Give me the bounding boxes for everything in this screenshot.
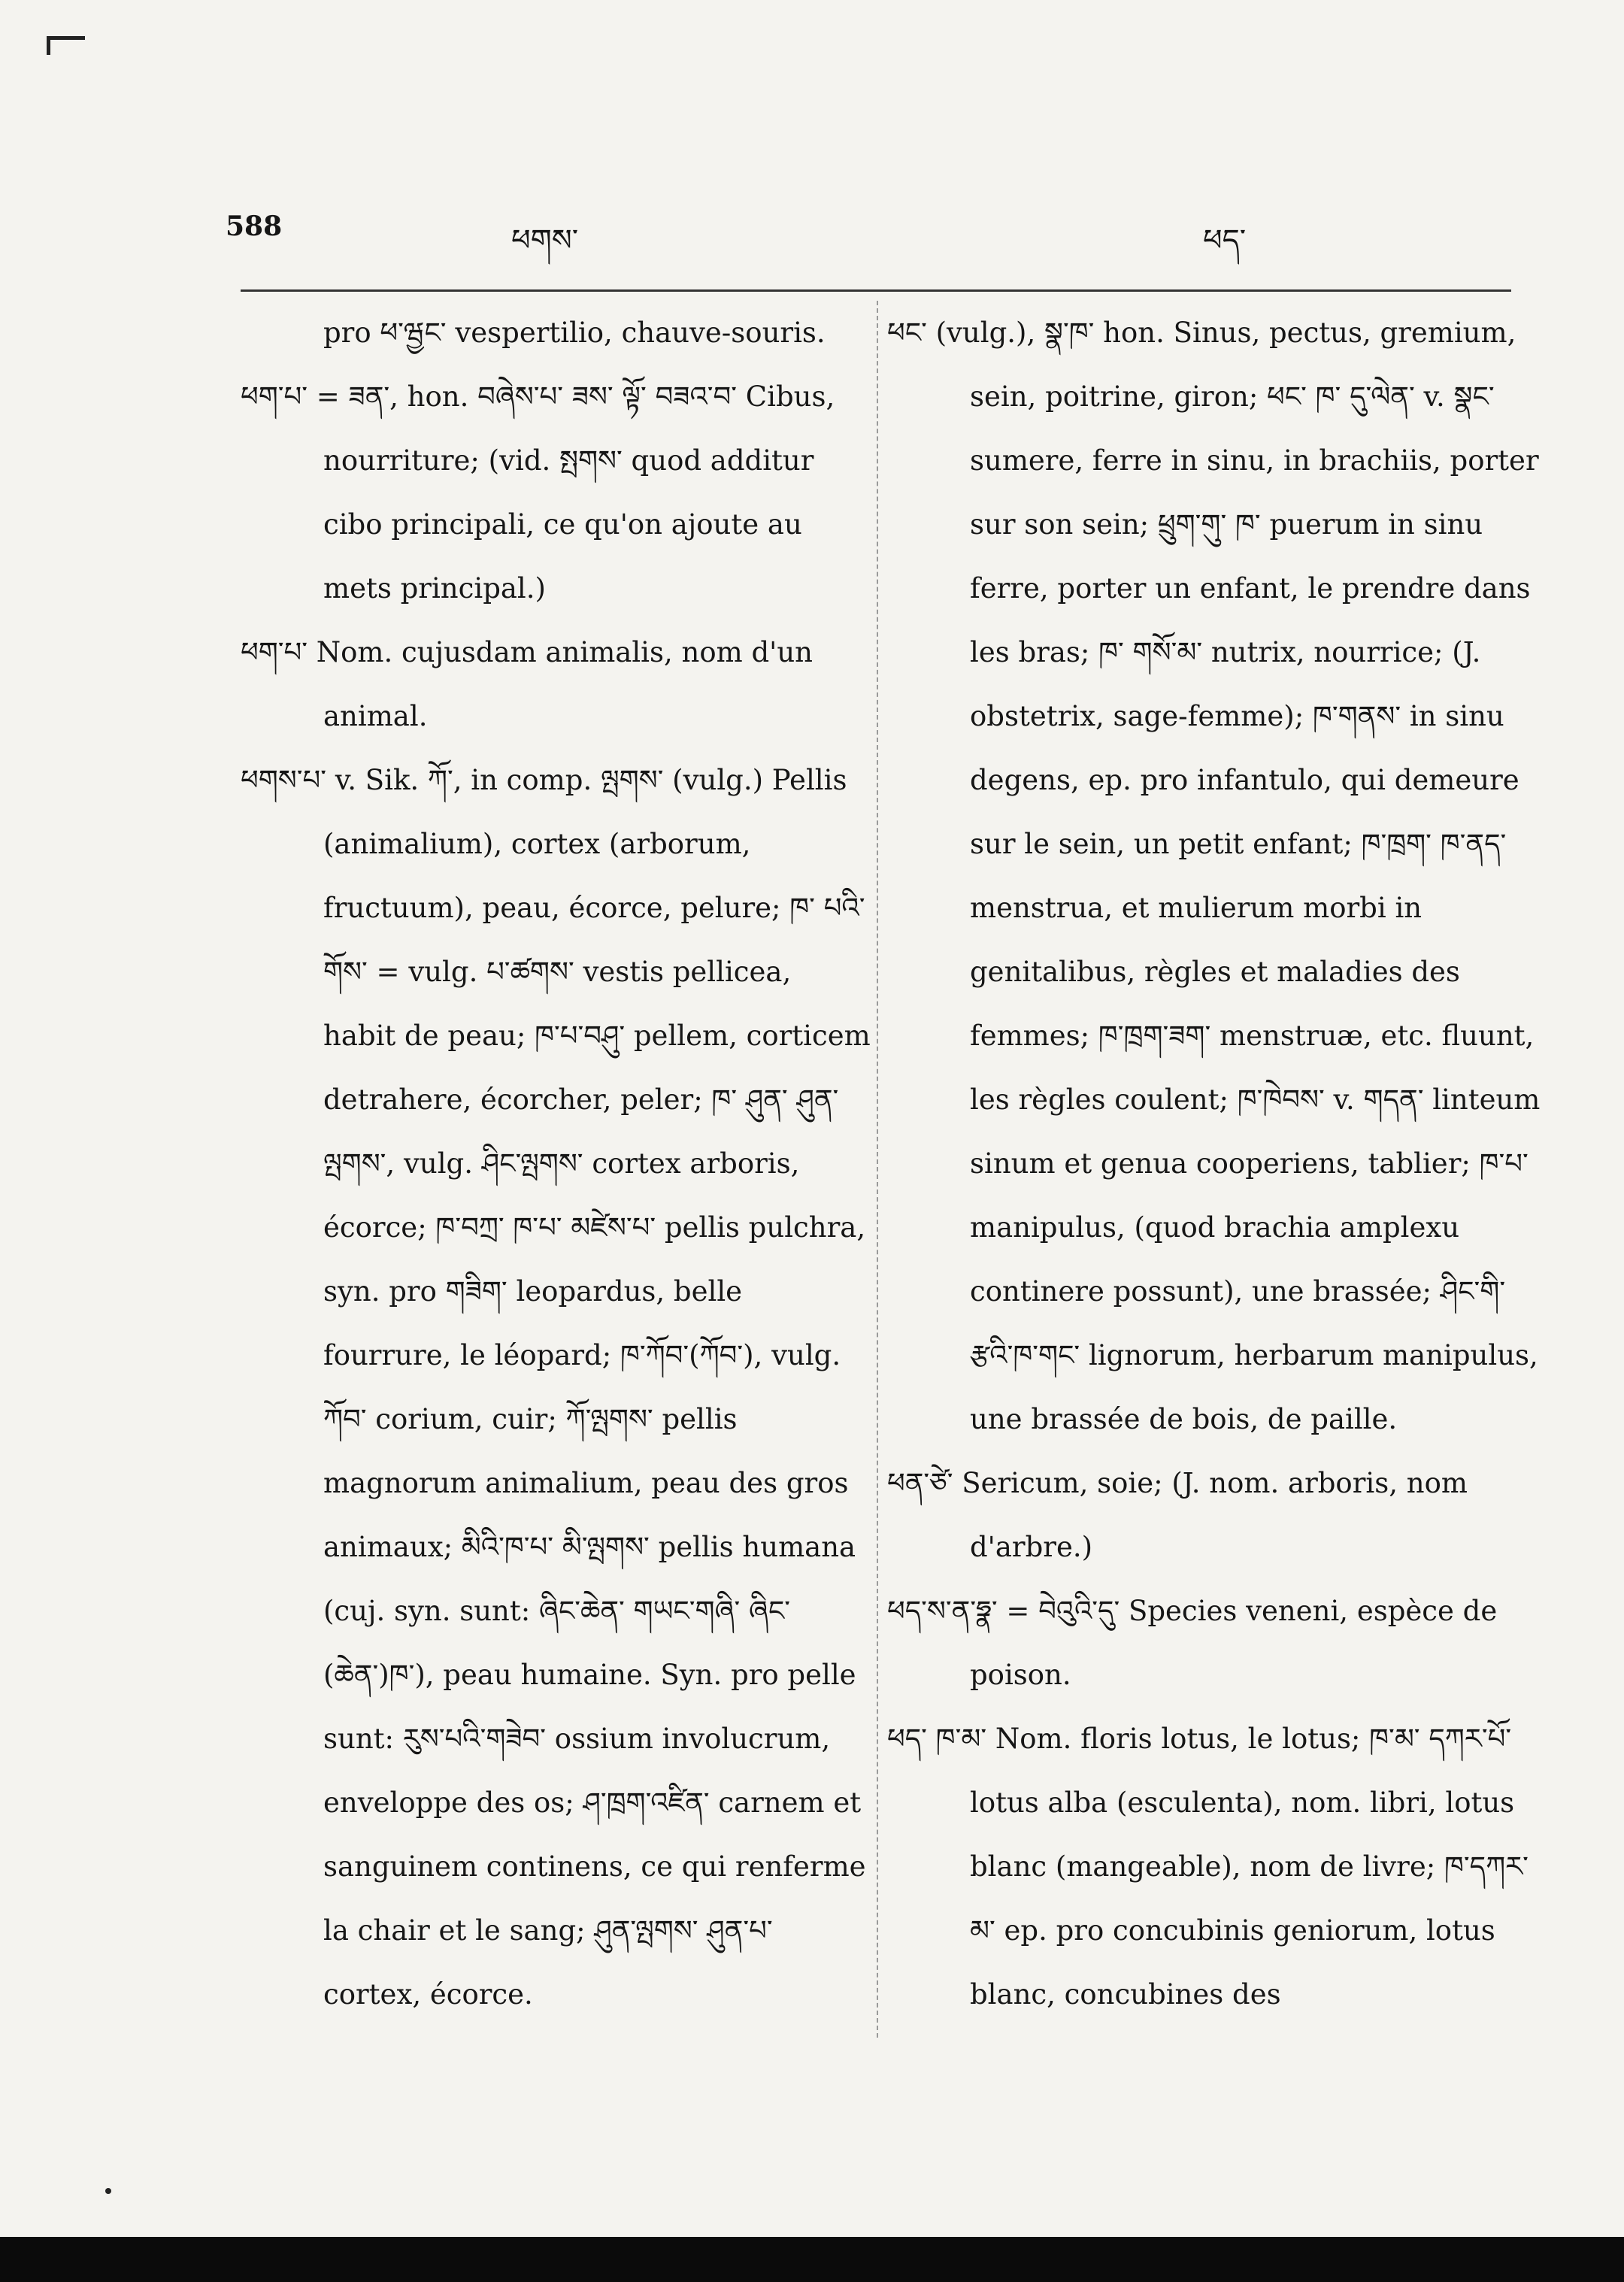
- dictionary-entry: ཕན་ཙེ་ Sericum, soie; (J. nom. arboris, nom d'arbre.): [887, 1467, 1468, 1563]
- left-running-headword: ཕགས་: [511, 223, 579, 258]
- right-running-headword: ཕད་: [1203, 223, 1247, 258]
- left-column: [241, 301, 872, 2053]
- dictionary-entry: ཕགས་པ་ v. Sik. ཀོ་, in comp. ལྤགས་ (vulg.) Pellis (animalium), cortex (arborum, fructuum), peau, écorce, pelure; ཁ་ པའི་གོས་ = vulg. པ་ཚགས་ vestis pellicea, habit de peau; ཁ་པ་བཤུ་ pellem, corticem detrahere, écorcher, peler; ཁ་ ཤུན་ ཤུན་ལྤགས་, vulg. ཤིང་ལྤགས་ cortex arboris, écorce; ཁ་བཀྲ་ ཁ་པ་ མཛེས་པ་ pellis pulchra, syn. pro གཟིག་ leopardus, belle fourrure, le léopard; ཁ་ཀོབ་(ཀོབ་), vulg. ཀོབ་ corium, cuir; ཀོ་ལྤགས་ pellis magnorum animalium, peau des gros animaux; མིའི་ཁ་པ་ མི་ལྤགས་ pellis humana (cuj. syn. sunt: ཞིང་ཆེན་ གཡང་གཞི་ ཞིང་(ཆེན་)ཁ་), peau humaine. Syn. pro pelle sunt: རུས་པའི་གཟེབ་ ossium involucrum, enveloppe des os; ཤ་ཁྲག་འཛིན་ carnem et sanguinem continens, ce qui renferme la chair et le sang; ཤུན་ལྤགས་ ཤུན་པ་ cortex, écorce.: [241, 764, 871, 2011]
- stray-dot-mark: [105, 2188, 111, 2194]
- page-header: [226, 211, 1534, 256]
- scan-bottom-border: [0, 2237, 1624, 2282]
- dictionary-entry: ཕག་པ་ Nom. cujusdam animalis, nom d'un animal.: [241, 636, 813, 732]
- header-rule: [241, 289, 1511, 292]
- dictionary-entry: pro ཕ་ཝྱང་ vespertilio, chauve-souris.: [323, 317, 826, 349]
- dictionary-entry: ཕད་ས་ན་ཧྣ་ = བེའུའི་དུ་ Species veneni, espèce de poison.: [887, 1595, 1498, 1691]
- column-divider: [877, 301, 878, 2038]
- page-number: 588: [226, 211, 283, 242]
- dictionary-entry: ཕག་པ་ = ཟན་, hon. བཞེས་པ་ ཟས་ ལྟོ་ བཟའ་བ་ Cibus, nourriture; (vid. སྤགས་ quod additur cibo principali, ce qu'on ajoute au mets principal.): [241, 380, 835, 605]
- dictionary-entry: ཕད་ ཁ་མ་ Nom. floris lotus, le lotus; ཁ་མ་ དཀར་པོ་ lotus alba (esculenta), nom. libri, lotus blanc (mangeable), nom de livre; ཁ་དཀར་མ་ ep. pro concubinis geniorum, lotus blanc, concubines des: [887, 1723, 1529, 2011]
- dictionary-entry: ཕང་ (vulg.), སྣ་ཁ་ hon. Sinus, pectus, gremium, sein, poitrine, giron; ཕང་ ཁ་ དུ་ལེན་ v. སྣང་ sumere, ferre in sinu, in brachiis, porter sur son sein; ཕྲུག་གུ་ ཁ་ puerum in sinu ferre, porter un enfant, le prendre dans les bras; ཁ་ གསོ་མ་ nutrix, nourrice; (J. obstetrix, sage-femme); ཁ་གནས་ in sinu degens, ep. pro infantulo, qui demeure sur le sein, un petit enfant; ཁ་ཁྲག་ ཁ་ནད་ menstrua, et mulierum morbi in genitalibus, règles et maladies des femmes; ཁ་ཁྲག་ཟག་ menstruæ, etc. fluunt, les règles coulent; ཁ་ཁེབས་ v. གདན་ linteum sinum et genua cooperiens, tablier; ཁ་པ་ manipulus, (quod brachia amplexu continere possunt), une brassée; ཤིང་གི་ རྩའི་ཁ་གང་ lignorum, herbarum manipulus, une brassée de bois, de paille.: [887, 317, 1541, 1435]
- right-column: [887, 301, 1549, 2053]
- page-corner-mark: [47, 36, 85, 55]
